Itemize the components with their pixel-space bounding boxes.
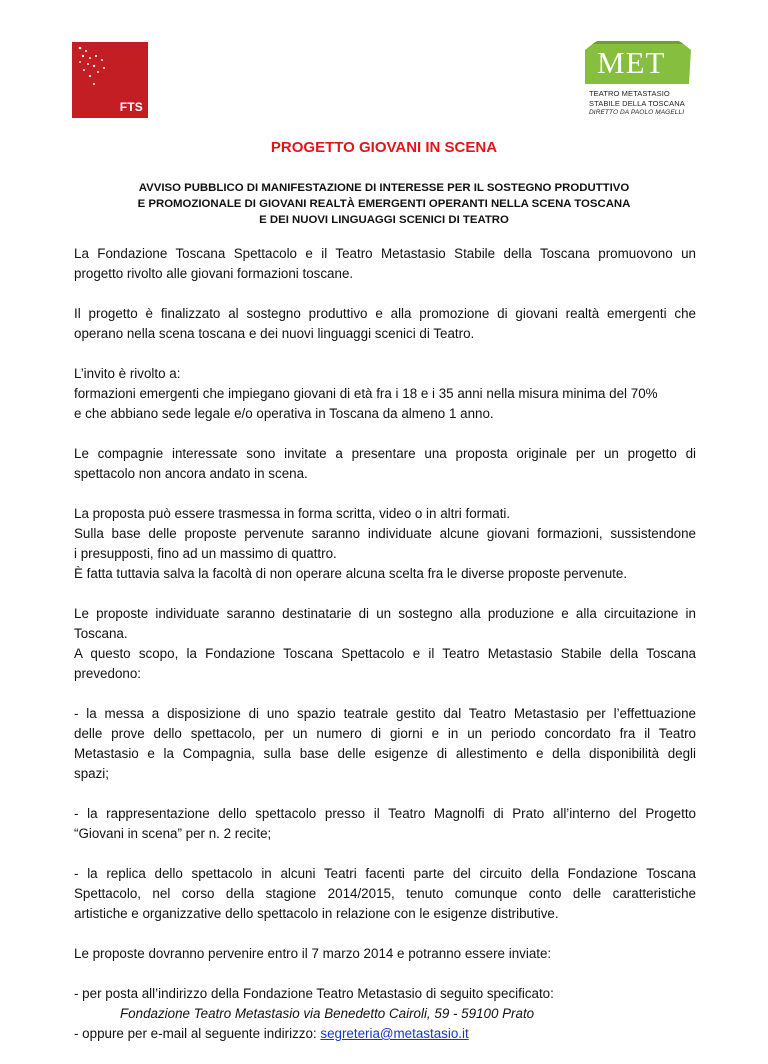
text-line: formazioni emergenti che impiegano giovani di età fra i 18 e i 35 anni nella misura minima del 70% <box>74 386 658 401</box>
met-logo <box>583 40 695 128</box>
text-line: La Fondazione Toscana Spettacolo e il Teatro Metastasio Stabile della Toscana promuovono un <box>74 246 696 261</box>
paragraph-support <box>74 604 696 684</box>
paragraph-contact <box>74 984 696 1044</box>
text-line: progetto rivolto alle giovani formazioni toscane. <box>74 266 354 281</box>
text-line: - la replica dello spettacolo in alcuni Teatri facenti parte del circuito della Fondazione Toscana <box>74 866 696 881</box>
text-line: A questo scopo, la Fondazione Toscana Spettacolo e il Teatro Metastasio Stabile della Toscana <box>74 646 696 661</box>
document-subtitle <box>100 180 668 228</box>
subtitle-line: E PROMOZIONALE DI GIOVANI REALTÀ EMERGENTI OPERANTI NELLA SCENA TOSCANA <box>137 198 631 210</box>
fts-logo <box>72 42 148 118</box>
subtitle-line: E DEI NUOVI LINGUAGGI SCENICI DI TEATRO <box>259 214 509 226</box>
text-line: Le proposte dovranno pervenire entro il 7 marzo 2014 e potranno essere inviate: <box>74 946 552 961</box>
paragraph-intro <box>74 244 696 284</box>
text-line: spettacolo non ancora andato in scena. <box>74 466 308 481</box>
text-line: È fatta tuttavia salva la facoltà di non operare alcuna scelta fra le diverse proposte pervenute. <box>74 566 628 581</box>
paragraph-invitation <box>74 444 696 484</box>
document-body <box>74 244 696 1064</box>
text-line: Il progetto è finalizzato al sostegno produttivo e alla promozione di giovani realtà emergenti che <box>74 306 696 321</box>
text-line: Spettacolo, nel corso della stagione 2014/2015, tenuto comunque conto delle caratteristiche <box>74 886 696 901</box>
paragraph-performance <box>74 804 696 844</box>
text-line: Sulla base delle proposte pervenute saranno individuate alcune giovani formazioni, sussistendone <box>74 526 696 541</box>
paragraph-purpose <box>74 304 696 344</box>
email-prefix: - oppure per e-mail al seguente indirizzo: <box>74 1026 321 1041</box>
text-line: “Giovani in scena” per n. 2 recite; <box>74 826 272 841</box>
contact-post-line: - per posta all’indirizzo della Fondazione Teatro Metastasio di seguito specificato: <box>74 986 554 1001</box>
text-line: La proposta può essere trasmessa in forma scritta, video o in altri formati. <box>74 506 511 521</box>
paragraph-deadline <box>74 944 696 964</box>
met-logo-line1: TEATRO METASTASIO <box>589 89 670 98</box>
text-line: spazi; <box>74 766 109 781</box>
text-line: - la rappresentazione dello spettacolo presso il Teatro Magnolfi di Prato all’interno del Progetto <box>74 806 696 821</box>
met-logo-title: MET <box>597 45 666 80</box>
fts-logo-text: FTS <box>119 100 143 114</box>
text-line: Toscana. <box>74 626 128 641</box>
postal-address: Fondazione Teatro Metastasio via Benedetto Cairoli, 59 - 59100 Prato <box>120 1006 535 1021</box>
document-title: PROGETTO GIOVANI IN SCENA <box>270 139 498 156</box>
met-logo-line3: DIRETTO DA PAOLO MAGELLI <box>589 109 685 116</box>
text-line: operano nella scena toscana e dei nuovi linguaggi scenici di Teatro. <box>74 326 475 341</box>
text-line: Metastasio e la Compagnia, sulla base delle esigenze di allestimento e della disponibilità degli <box>74 746 696 761</box>
text-line: e che abbiano sede legale e/o operativa in Toscana da almeno 1 anno. <box>74 406 494 421</box>
text-line: Le compagnie interessate sono invitate a presentare una proposta originale per un progetto di <box>74 446 696 461</box>
paragraph-eligibility <box>74 364 696 424</box>
email-link[interactable]: segreteria@metastasio.it <box>320 1026 469 1041</box>
text-line: Le proposte individuate saranno destinatarie di un sostegno alla produzione e alla circuitazione in <box>74 606 696 621</box>
paragraph-format <box>74 504 696 584</box>
text-line: prevedono: <box>74 666 142 681</box>
contact-email-line <box>74 1024 696 1044</box>
text-line: i presupposti, fino ad un massimo di quattro. <box>74 546 337 561</box>
text-line: artistiche e organizzative dello spettacolo in relazione con le esigenze distributive. <box>74 906 559 921</box>
subtitle-line: AVVISO PUBBLICO DI MANIFESTAZIONE DI INTERESSE PER IL SOSTEGNO PRODUTTIVO <box>138 182 630 194</box>
met-logo-line2: STABILE DELLA TOSCANA <box>589 99 685 108</box>
text-line: - la messa a disposizione di uno spazio teatrale gestito dal Teatro Metastasio per l’effettuazione <box>74 706 696 721</box>
paragraph-touring <box>74 864 696 924</box>
text-line: delle prove dello spettacolo, per un numero di giorni e in un periodo concordato fra il Teatro <box>74 726 696 741</box>
text-line: L’invito è rivolto a: <box>74 366 181 381</box>
paragraph-rehearsal-space <box>74 704 696 784</box>
